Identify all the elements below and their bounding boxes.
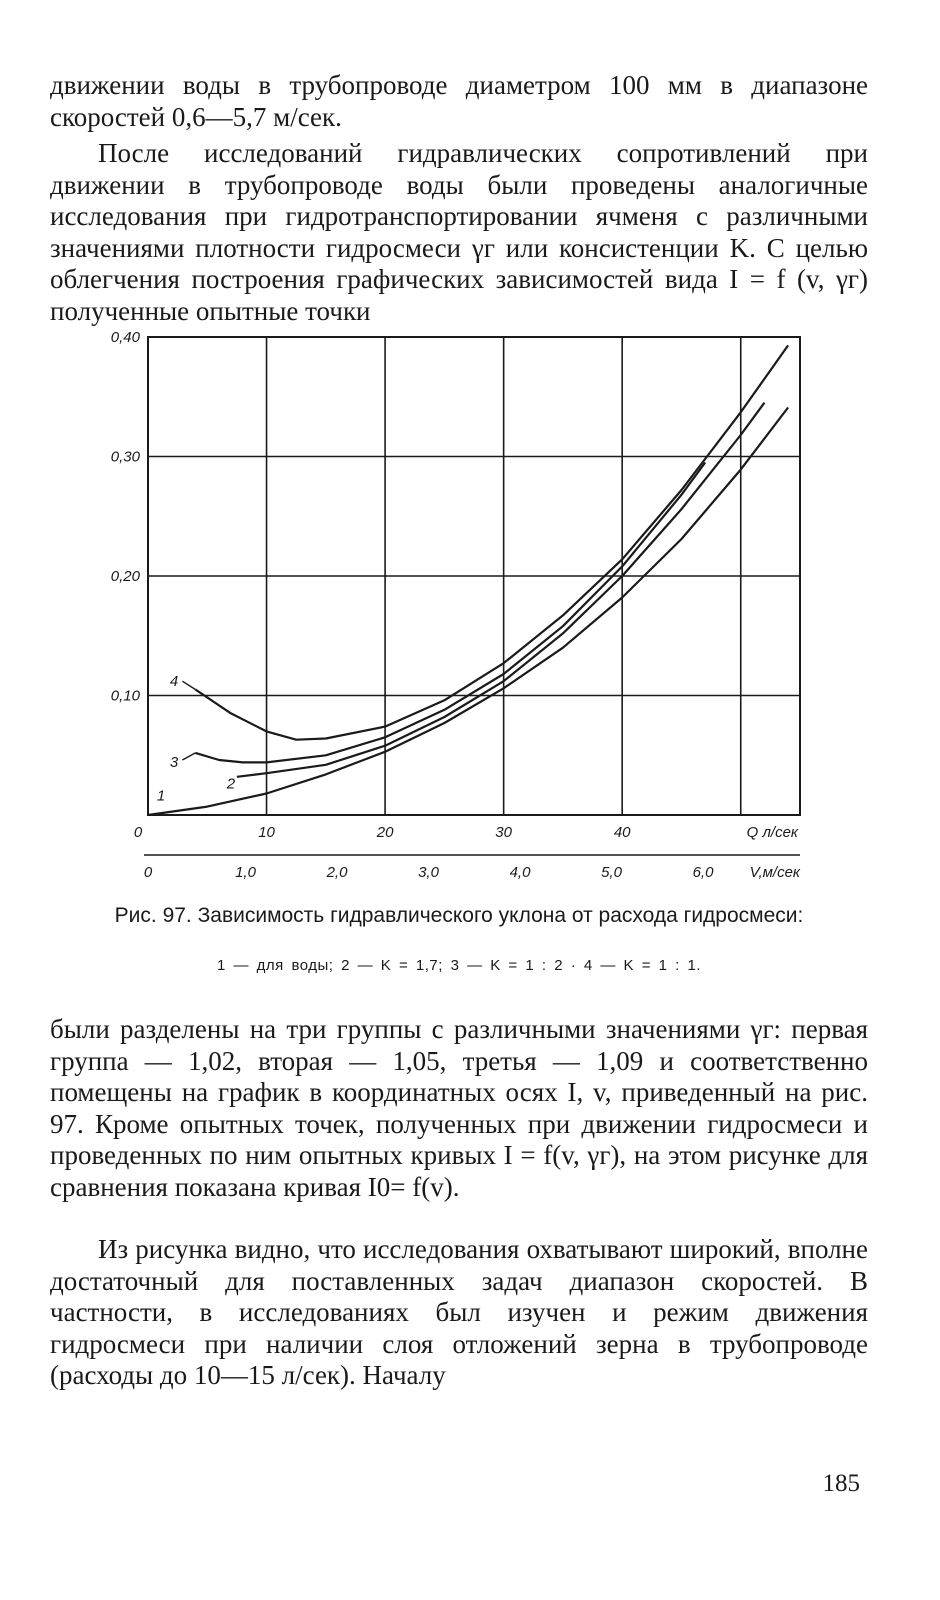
figure-97-chart [90,325,830,895]
curve-1 [148,408,788,816]
x-tick-label: 20 [376,824,394,841]
y-tick-label: 0,40 [110,329,140,346]
velocity-tick-label: 2,0 [326,864,348,881]
curve-3 [195,463,705,763]
x-tick-label: 40 [613,824,631,841]
y-tick-label: 0,30 [110,448,140,466]
paragraph-intro: движении воды в трубопроводе диаметром 100 мм в диапазоне скоростей 0,6—5,7 м/сек. [50,70,868,132]
x-tick-label: 0 [133,824,143,841]
velocity-tick-label: 6,0 [692,864,714,881]
paragraph-research: После исследований гидравлических сопротивлений при движении в трубопроводе воды были проведены аналогичные исследования при гидротранспортировании ячменя с различными значениями плотности гидросмеси γг или консистенции K. С целью облегчения построения графических зависимостей вида I = f (v, γг) полученные опытные точки [50,138,868,326]
velocity-tick-label: 5,0 [601,864,622,881]
y-tick-label: 0,20 [110,568,140,585]
curve-number-label: 1 [156,787,166,805]
figure-legend: 1 — для воды; 2 — K = 1,7; 3 — K = 1 : 2 · 4 — K = 1 : 1. [216,957,702,974]
velocity-tick-label: 0 [143,864,153,881]
x-tick-label: 10 [258,824,275,841]
x-tick-label: 30 [495,824,512,841]
leader-3 [182,753,195,760]
curve-2 [237,403,765,777]
velocity-tick-label: 1,0 [235,864,256,881]
x-axis-label: Q л/сек [746,824,798,841]
y-tick-label: 0,10 [110,687,140,705]
velocity-tick-label: 3,0 [418,864,439,881]
curve-number-label: 4 [169,672,179,690]
chart-lines [148,345,788,815]
paragraph-conclusion: Из рисунка видно, что исследования охватывают широкий, вполне достаточный для поставленных задач диапазон скоростей. В частности, в исследованиях был изучен и режим движения гидросмеси при наличии слоя отложений зерна в трубопроводе (расходы до 10—15 л/сек). Началу [50,1234,868,1390]
curve-number-label: 3 [169,754,179,772]
chart-labels [111,329,801,881]
paragraph-groups: были разделены на три группы с различными значениями γг: первая группа — 1,02, вторая — 1,05, третья — 1,09 и соответственно помещены на график в координатных осях I, v, приведенный на рис. 97. Кроме опытных точек, полученных при движении гидросмеси и проведенных по ним опытных кривых I = f(v, γг), на этом рисунке для сравнения показана кривая I0= f(v). [50,1014,868,1202]
velocity-tick-label: 4,0 [509,864,531,881]
leader-4 [182,681,195,689]
chart-grid [144,337,800,855]
velocity-axis-label: V,м/сек [749,864,800,881]
figure-caption: Рис. 97. Зависимость гидравлического уклона от расхода гидросмеси: [114,904,804,927]
page-number: 185 [822,1470,860,1497]
curve-number-label: 2 [226,775,236,793]
